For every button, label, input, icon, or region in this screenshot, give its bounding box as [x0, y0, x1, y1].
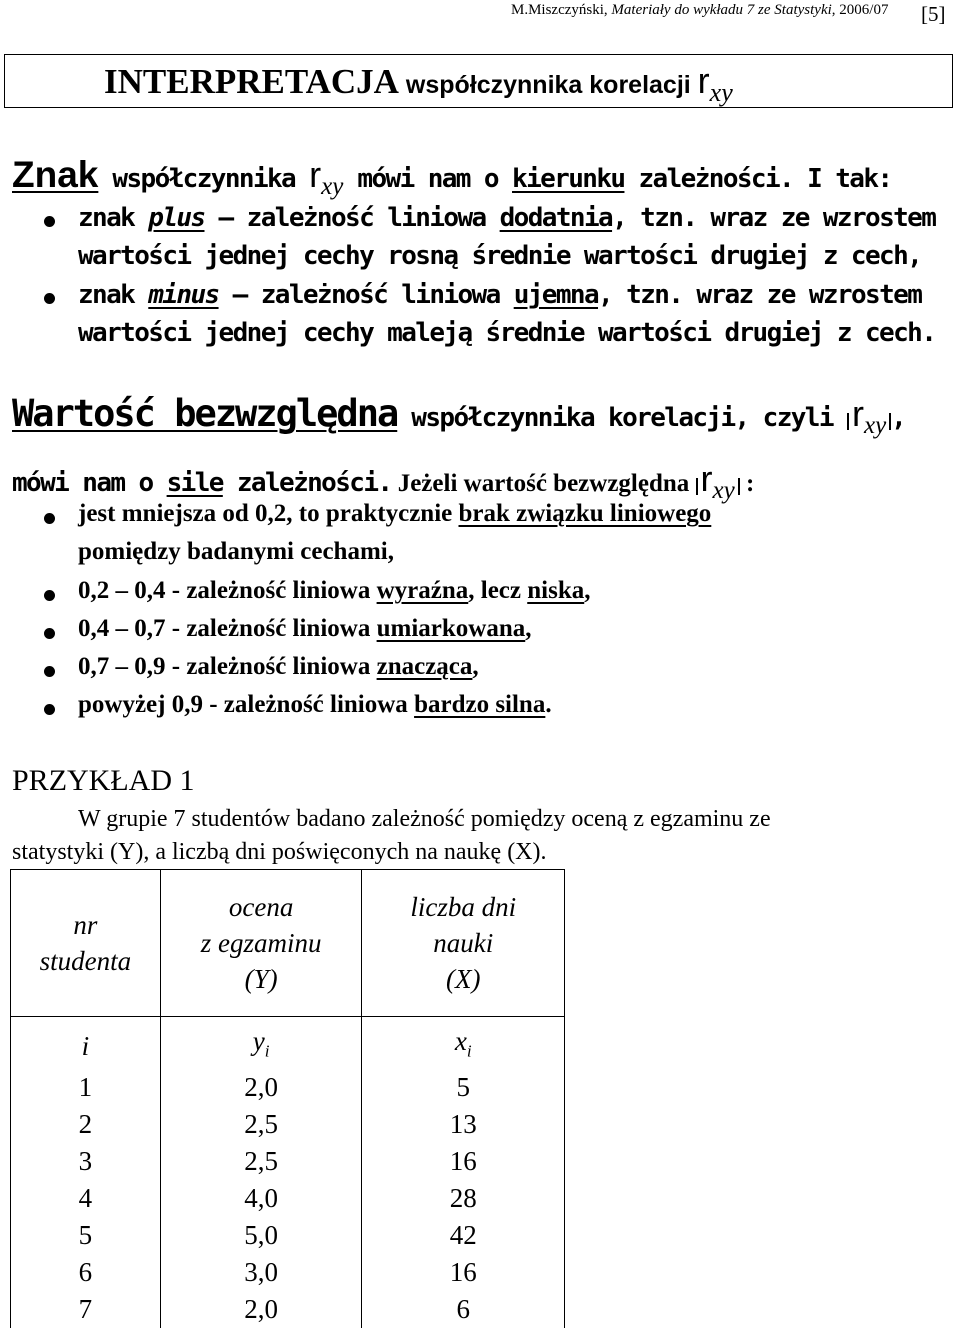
abs-bullet-5: powyżej 0,9 - zależność liniowa bardzo silna.: [78, 691, 552, 718]
sign-r-subscript: xy: [321, 173, 344, 200]
abs-bullet-1: jest mniejsza od 0,2, to praktycznie brak związku liniowego: [78, 500, 712, 527]
bullet-dot: [44, 513, 55, 524]
table-row: 2 2,5 13: [11, 1106, 565, 1143]
bullet-dot: [44, 628, 55, 639]
abs-lead: Wartość bezwzględna: [12, 392, 398, 435]
sign-plus-key: dodatnia: [499, 203, 613, 233]
sign-bullet-minus: znak minus – zależność liniowa ujemna, tzn. wraz ze wzrostem: [78, 280, 922, 310]
sign-intro: [12, 154, 891, 201]
header-source-title: Materiały do wykładu 7 ze Statystyki: [611, 2, 832, 18]
table-header-x: liczba dni nauki (X): [362, 870, 565, 1017]
bullet-dot: [44, 590, 55, 601]
table-row: 1 2,0 5: [11, 1069, 565, 1106]
bullet-dot: [44, 666, 55, 677]
table-header-y: ocena z egzaminu (Y): [160, 870, 362, 1017]
sign-lead: Znak: [12, 154, 99, 195]
table-symbol-y: $y_i$: [160, 1017, 362, 1070]
sign-plus-emph: plus: [148, 203, 205, 233]
abs-bullet-4: 0,7 – 0,9 - zależność liniowa znacząca,: [78, 653, 479, 680]
sign-intro-b: mówi nam o: [343, 164, 513, 194]
table-row: 6 3,0 16: [11, 1254, 565, 1291]
sign-minus-key: ujemna: [513, 280, 599, 310]
sign-bullet-plus-line2: wartości jednej cechy rosną średnie wartości drugiej z cech,: [78, 241, 922, 271]
title-rest: współczynnika korelacji: [398, 71, 698, 99]
header-source: [511, 2, 888, 19]
example-desc-line1: W grupie 7 studentów badano zależność pomiędzy oceną z egzaminu ze: [78, 806, 771, 832]
title-r-symbol: r: [697, 60, 710, 101]
table-symbol-row: [11, 1017, 565, 1070]
bullet-dot: [44, 216, 55, 227]
page-number: [5]: [921, 2, 946, 26]
table-header-nr: nr studenta: [11, 870, 161, 1017]
sign-intro-c: zależności. I tak:: [624, 164, 892, 194]
table-row: 5 5,0 42: [11, 1217, 565, 1254]
header-year: , 2006/07: [831, 2, 889, 18]
abs-bullet-1-line2: pomiędzy badanymi cechami,: [78, 538, 394, 565]
title-r-subscript: xy: [709, 78, 733, 107]
bullet-dot: [44, 704, 55, 715]
table-row: 7 2,0 6: [11, 1291, 565, 1328]
abs-r-abs: $r_{xy}$: [847, 413, 891, 430]
abs-line2: mówi nam o sile zależności. Jeżeli wartość bezwzględna $r_{xy}$ :: [12, 458, 755, 504]
table-symbol-x: $x_i$: [362, 1017, 565, 1070]
abs-keyword: sile: [166, 468, 223, 498]
table-symbol-i: i: [11, 1017, 161, 1070]
sign-r-symbol: r: [309, 154, 322, 195]
example-desc-line2: statystyki (Y), a liczbą dni poświęconych na naukę (X).: [12, 839, 547, 865]
sign-intro-a: współczynnika: [98, 164, 310, 194]
sign-bullet-minus-line2: wartości jednej cechy maleją średnie wartości drugiej z cech.: [78, 318, 936, 348]
abs-intro: Wartość bezwzględna współczynnika korelacji, czyli $r_{xy}$ ,: [12, 392, 906, 439]
sign-bullet-plus: znak plus – zależność liniowa dodatnia, tzn. wraz ze wzrostem: [78, 203, 936, 233]
table-row: 4 4,0 28: [11, 1180, 565, 1217]
table-row: 3 2,5 16: [11, 1143, 565, 1180]
table-header-row: [11, 870, 565, 1017]
example-heading: PRZYKŁAD 1: [12, 764, 195, 797]
title-main: INTERPRETACJA: [104, 62, 399, 101]
header-author: M.Miszczyński,: [511, 2, 612, 18]
abs-bullet-3: 0,4 – 0,7 - zależność liniowa umiarkowana,: [78, 615, 532, 642]
sign-keyword: kierunku: [512, 164, 625, 194]
abs-intro-a: współczynnika korelacji, czyli: [397, 403, 847, 433]
sign-minus-emph: minus: [148, 280, 219, 310]
page-title: [104, 60, 733, 108]
bullet-dot: [44, 293, 55, 304]
abs-r-abs-2: $r_{xy}$: [696, 478, 740, 495]
abs-bullet-2: 0,2 – 0,4 - zależność liniowa wyraźna, lecz niska,: [78, 577, 591, 604]
data-table: [10, 869, 565, 1328]
